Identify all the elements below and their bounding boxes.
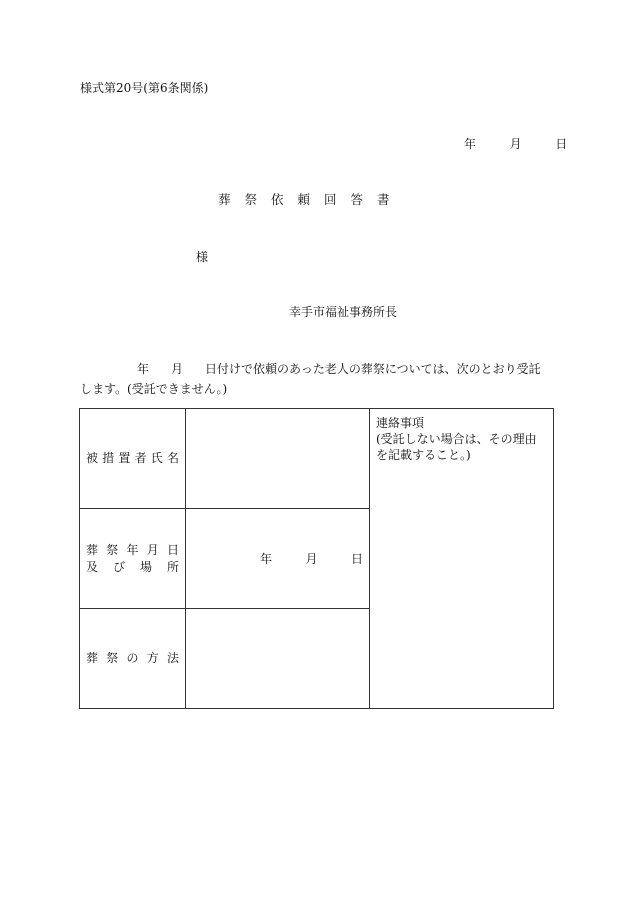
label-cell-name — [80, 409, 186, 509]
body-text: 日付けで依頼のあった老人の葬祭については、次のとおり受託します。(受託できません。) — [80, 362, 541, 396]
label-date-char: 月 — [146, 542, 159, 557]
label-method-char: 法 — [166, 651, 179, 666]
notes-cell[interactable] — [370, 409, 554, 709]
label-place-char: 及 — [86, 559, 99, 574]
label-date-char: 祭 — [106, 542, 119, 557]
row2-month: 月 — [305, 552, 318, 566]
label-cell-date-place — [80, 509, 186, 609]
document-title: 葬祭依頼回答書 — [218, 192, 404, 207]
issuer-name: 幸手市福祉事務所長 — [289, 305, 398, 319]
label-name-char: 置 — [118, 451, 131, 466]
label-place-char: び — [112, 559, 125, 574]
form-number: 様式第20号(第6条関係) — [80, 81, 209, 95]
label-date-char: 葬 — [86, 542, 99, 557]
label-method-char: 方 — [146, 651, 159, 666]
label-date-char: 日 — [166, 542, 179, 557]
value-cell-method[interactable] — [186, 609, 370, 709]
label-name-char: 名 — [166, 451, 179, 466]
notes-title: 連絡事項 — [376, 416, 425, 430]
label-method-char: 祭 — [106, 651, 119, 666]
label-place-char: 場 — [139, 559, 152, 574]
label-name-char: 被 — [86, 451, 99, 466]
notes-text: (受託しない場合は、その理由を記載すること。) — [376, 432, 537, 462]
label-method-char: 葬 — [86, 651, 99, 666]
date-day: 日 — [555, 137, 568, 151]
row2-year: 年 — [260, 552, 273, 566]
body-year: 年 — [137, 362, 150, 376]
row2-day: 日 — [350, 552, 363, 566]
date-year: 年 — [464, 137, 477, 151]
label-name-char: 者 — [134, 451, 147, 466]
body-month: 月 — [171, 362, 184, 376]
value-cell-name[interactable] — [186, 409, 370, 509]
value-cell-date-place[interactable] — [186, 509, 370, 609]
label-name-char: 氏 — [150, 451, 163, 466]
label-place-char: 所 — [166, 559, 179, 574]
detail-table — [79, 408, 554, 709]
label-cell-method — [80, 609, 186, 709]
date-line — [464, 138, 567, 150]
table-row — [80, 409, 554, 509]
addressee-suffix: 様 — [196, 250, 209, 264]
date-month: 月 — [509, 137, 522, 151]
label-name-char: 措 — [102, 451, 115, 466]
body-paragraph — [80, 359, 550, 399]
label-date-char: 年 — [126, 542, 139, 557]
label-method-char: の — [126, 651, 139, 666]
